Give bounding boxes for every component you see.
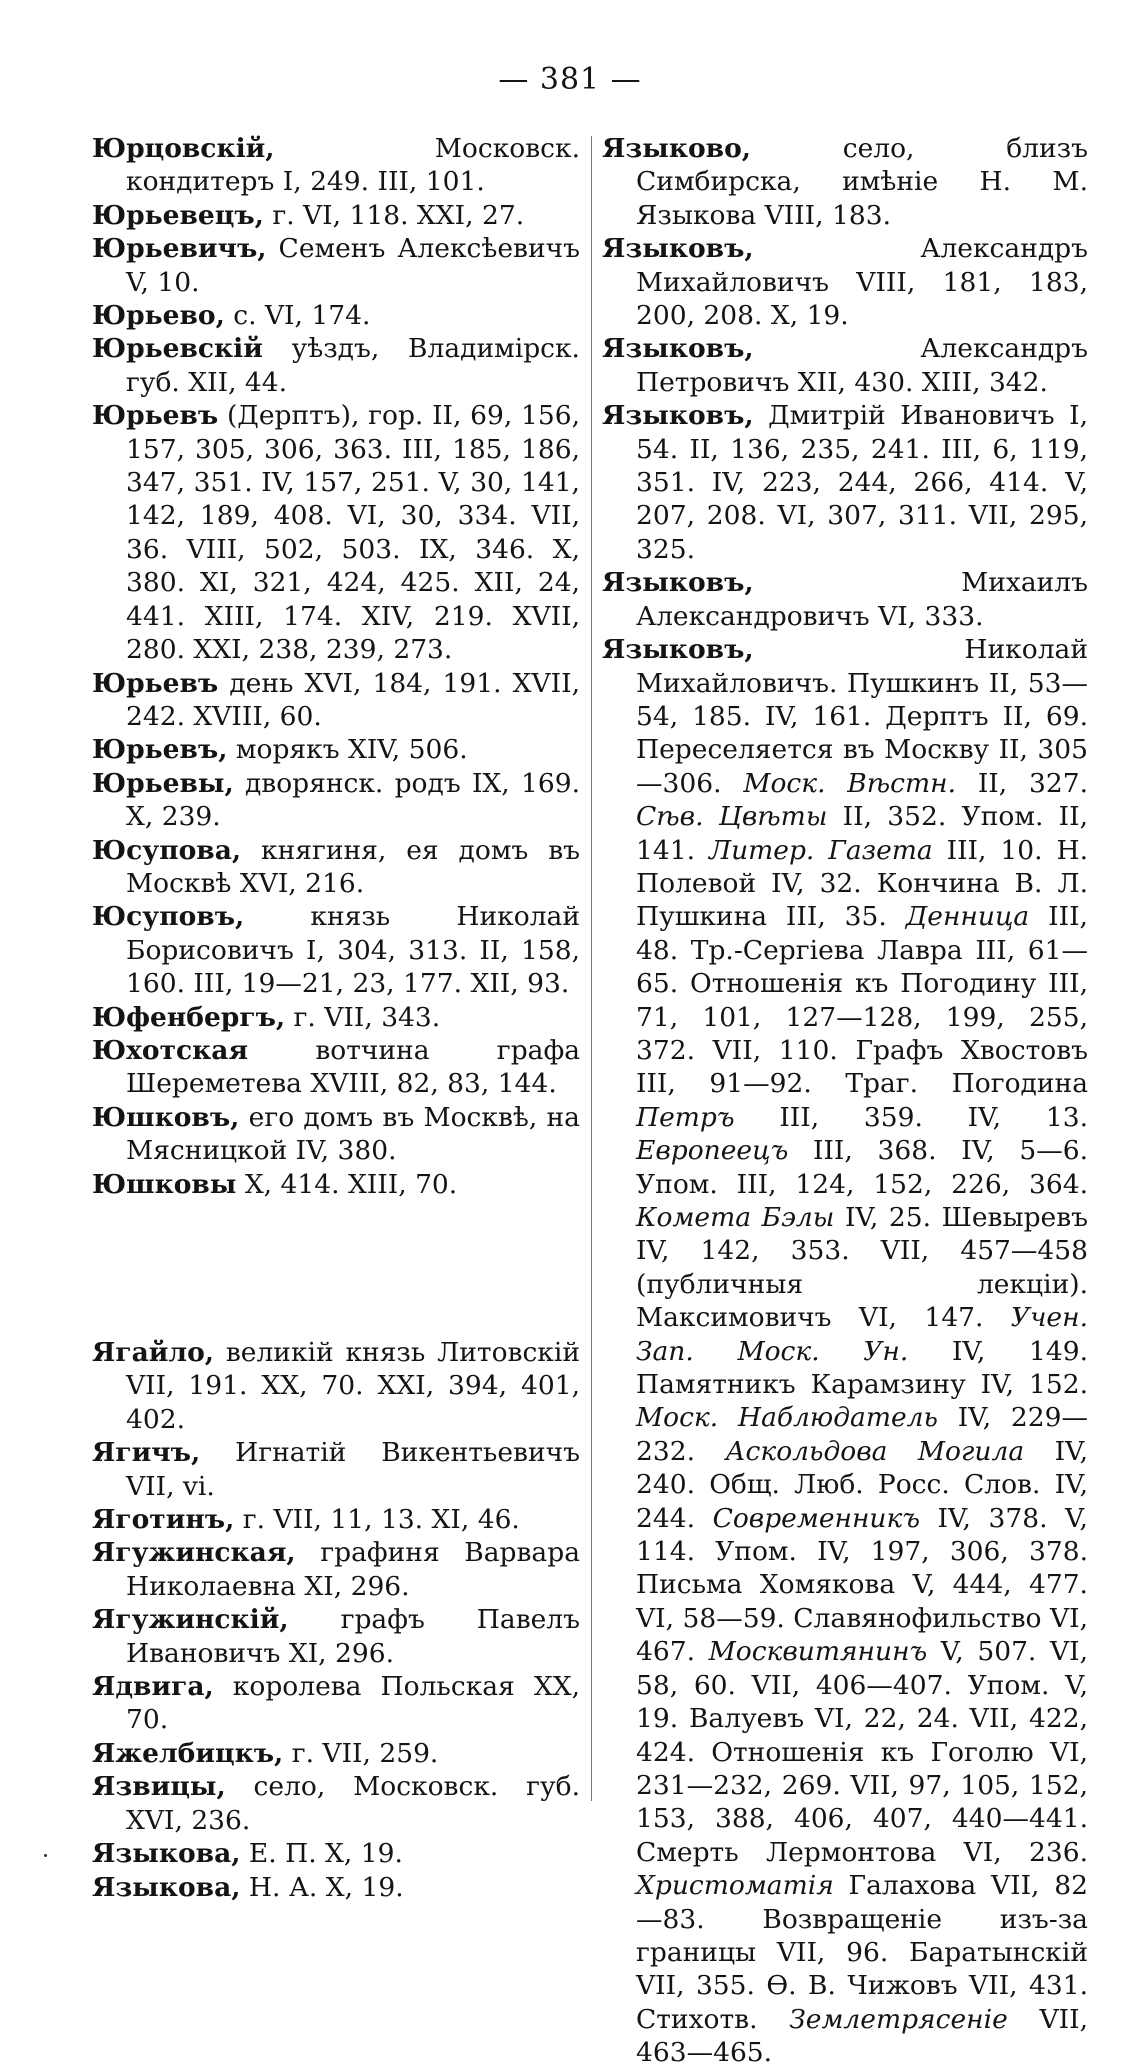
entry-headword: Юрьево,: [92, 300, 225, 332]
index-entry: [92, 299, 580, 332]
entry-text: III, 48. Тр.-Сергіева Лавра III, 61—65. Отношенія къ Погодину III, 71, 101, 127—128, 199, 255, 372. VII, 110. Графъ Хвостовъ III, 91—92. Траг. Погодина: [636, 901, 1088, 1100]
index-entry: [92, 1536, 580, 1603]
entry-text: графъ Павелъ Ивановичъ XI, 296.: [126, 1604, 580, 1669]
section-gap: [92, 1201, 580, 1336]
entry-text: дворянск. родъ IX, 169. X, 239.: [126, 767, 580, 833]
entry-text: III, 359. IV, 13.: [734, 1101, 1088, 1133]
entry-headword: Ядвига,: [92, 1671, 214, 1703]
entry-headword: Языкова,: [92, 1838, 241, 1870]
page-number: — 381 —: [498, 62, 642, 97]
index-entry: [92, 1770, 580, 1837]
index-entry: [92, 1436, 580, 1503]
index-entry: [92, 733, 580, 766]
entry-headword: Юрьевъ: [92, 667, 219, 699]
entry-text: IV, 229—232.: [636, 1402, 1088, 1467]
entry-text: III, 10. Н. Полевой IV, 32. Кончина В. Л. Пушкина III, 35.: [636, 834, 1089, 933]
work-title: Моск. Наблюдатель: [636, 1402, 938, 1434]
index-entry: [92, 1336, 580, 1436]
entry-headword: Юрьевъ: [92, 400, 219, 432]
entry-text: вотчина графа Шереметева XVIII, 82, 83, 144.: [126, 1034, 580, 1100]
entry-text: IV, 149. Памятникъ Карамзину IV, 152.: [636, 1335, 1089, 1401]
index-entry: [92, 1001, 580, 1034]
entry-text: уѣздъ, Владимірск. губ. XII, 44.: [126, 333, 580, 398]
entry-headword: Юшковъ,: [92, 1101, 240, 1133]
index-entry: [602, 132, 1088, 232]
entry-text: великій князь Литовскій VII, 191. XX, 70. XXI, 394, 401, 402.: [126, 1337, 580, 1435]
entry-text: с. VI, 174.: [224, 300, 371, 332]
entry-text: Николай Михайловичъ. Пушкинъ II, 53—54, 185. IV, 161. Дерптъ II, 69. Переселяется въ Москву II, 305—306.: [636, 634, 1088, 799]
work-title: Землетрясеніе: [789, 2003, 1008, 2035]
entry-text: г. VII, 11, 13. XI, 46.: [234, 1504, 520, 1536]
entry-headword: Юрьевы,: [92, 767, 234, 799]
work-title: Европеецъ: [636, 1135, 789, 1167]
index-entry: [92, 132, 580, 199]
entry-headword: Ягужинскій,: [92, 1604, 289, 1636]
work-title: Современникъ: [712, 1502, 920, 1534]
entry-text: село, Московск. губ. XVI, 236.: [126, 1771, 580, 1836]
index-entry: [92, 1871, 580, 1904]
entry-headword: Юрьевичъ,: [92, 233, 267, 265]
entry-text: день XVI, 184, 191. XVII, 242. XVIII, 60.: [126, 667, 580, 732]
entry-text: королева Польская XX, 70.: [126, 1671, 580, 1736]
entry-headword: Ягайло,: [92, 1337, 215, 1368]
entry-headword: Яготинъ,: [92, 1504, 235, 1536]
entry-headword: Языковъ,: [602, 233, 754, 265]
left-column: [92, 132, 580, 1904]
work-title: Комета Бэлы: [636, 1202, 835, 1233]
entry-text: г. VII, 259.: [283, 1737, 439, 1769]
entry-headword: Ягичъ,: [92, 1437, 201, 1469]
index-entry: [602, 566, 1088, 633]
work-title: Денница: [905, 901, 1030, 933]
index-entry: [92, 767, 580, 834]
entry-headword: Яжелбицкъ,: [92, 1737, 284, 1769]
entry-text: графиня Варвара Николаевна XI, 296.: [126, 1537, 580, 1602]
entry-headword: Языковъ,: [602, 567, 754, 599]
index-entry: [92, 1034, 580, 1101]
index-entry: [602, 232, 1088, 332]
entry-text: (Дерптъ), гор. II, 69, 156, 157, 305, 306, 363. III, 185, 186, 347, 351. IV, 157, 251. V, 30, 141, 142, 189, 408. VI, 30, 334. VII, 36. VIII, 502, 503. IX, 346. X, 380. XI, 321, 424, 425. XII, 24, 441. XIII, 174. XIV, 219. XVII, 280. XXI, 238, 239, 273.: [126, 400, 580, 666]
index-entry: [92, 900, 580, 1000]
index-entry: [602, 332, 1088, 399]
entry-text: IV, 25. Шевыревъ IV, 142, 353. VII, 457—458 (публичныя лекціи). Максимовичъ VI, 147.: [636, 1202, 1088, 1334]
entry-headword: Язвицы,: [92, 1771, 226, 1803]
entry-text: Н. А. X, 19.: [240, 1871, 404, 1903]
entry-text: Игнатій Викентьевичъ VII, vi.: [126, 1437, 580, 1502]
work-title: Литер. Газета: [708, 834, 933, 866]
entry-text: село, близъ Симбирска, имѣніе Н. М. Языкова VIII, 183.: [636, 133, 1088, 231]
entry-headword: Ягужинская,: [92, 1537, 296, 1569]
entry-text: г. VII, 343.: [285, 1001, 441, 1033]
index-entry: [92, 667, 580, 734]
entry-text: Семенъ Алексѣевичъ V, 10.: [126, 233, 580, 298]
work-title: Моск. Вѣстн.: [743, 767, 957, 799]
index-entry: [92, 1101, 580, 1168]
index-entry: [92, 332, 580, 399]
work-title: Сѣв. Цвѣты: [636, 801, 828, 833]
index-entry: [92, 1168, 580, 1201]
entry-text: III, 368. IV, 5—6. Упом. III, 124, 152, 226, 364.: [636, 1135, 1088, 1200]
entry-text: Е. П. X, 19.: [240, 1838, 403, 1870]
entry-text: IV, 378. V, 114. Упом. IV, 197, 306, 378. Письма Хомякова V, 444, 477. VI, 58—59. Славянофильство VI, 467.: [636, 1502, 1088, 1668]
index-entry: [602, 399, 1088, 566]
entry-text: морякъ XIV, 506.: [227, 734, 468, 766]
entry-text: г. VI, 118. XXI, 27.: [263, 199, 525, 231]
entry-headword: Юсуповъ,: [92, 901, 245, 933]
entry-text: II, 352. Упом. II, 141.: [636, 801, 1088, 866]
column-divider: [591, 136, 592, 1801]
entry-headword: Языковъ,: [602, 333, 754, 365]
entry-headword: Языковъ,: [602, 634, 754, 666]
entry-text: Галахова VII, 82—83. Возвращеніе изъ-за границы VII, 96. Баратынскій VII, 355. Ѳ. В. Чижовъ VII, 431. Стихотв.: [636, 1870, 1088, 2035]
index-entry: [92, 232, 580, 299]
entry-headword: Юрцовскій,: [92, 133, 275, 164]
entry-text: Дмитрій Ивановичъ I, 54. II, 136, 235, 241. III, 6, 119, 351. IV, 223, 244, 266, 414. V, 207, 208. VI, 307, 311. VII, 295, 325.: [636, 400, 1088, 565]
entry-headword: Юшковы: [92, 1168, 237, 1200]
entry-text: IV, 240. Общ. Люб. Росс. Слов. IV, 244.: [636, 1435, 1089, 1534]
entry-headword: Юсупова,: [92, 834, 242, 866]
index-entry: [92, 399, 580, 666]
entry-headword: Языковъ,: [602, 400, 754, 432]
index-entry: [92, 1603, 580, 1670]
work-title: Москвитянинъ: [708, 1636, 928, 1668]
right-column: [602, 132, 1088, 2070]
index-entry: [92, 834, 580, 901]
index-entry: [92, 1670, 580, 1737]
entry-text: II, 327.: [956, 767, 1088, 799]
index-entry: [92, 1737, 580, 1770]
work-title: Учен. Зап. Моск. Ун.: [636, 1302, 1088, 1367]
entry-text: X, 414. XIII, 70.: [236, 1168, 458, 1200]
entry-headword: Юхотская: [92, 1034, 249, 1066]
work-title: Христоматія: [636, 1870, 834, 1902]
entry-text: Михаилъ Александровичъ VI, 333.: [636, 567, 1088, 632]
scan-speck: [44, 1854, 47, 1857]
index-entry-yazykov-nikolai: [602, 633, 1088, 2069]
entry-headword: Юрьевъ,: [92, 734, 228, 766]
entry-headword: Юрьевскій: [92, 333, 263, 365]
entry-text: Александръ Михайловичъ VIII, 181, 183, 200, 208. X, 19.: [636, 233, 1088, 332]
entry-text: его домъ въ Москвѣ, на Мясницкой IV, 380.: [126, 1101, 580, 1167]
entry-headword: Юфенбергъ,: [92, 1001, 286, 1033]
work-title: Петръ: [636, 1101, 735, 1133]
work-title: Аскольдова Могила: [725, 1435, 1025, 1467]
entry-text: Московск. кондитеръ I, 249. III, 101.: [126, 133, 580, 198]
entry-text: князь Николай Борисовичъ I, 304, 313. II, 158, 160. III, 19—21, 23, 177. XII, 93.: [126, 901, 580, 1000]
index-entry: [92, 1503, 580, 1536]
entry-text: Александръ Петровичъ XII, 430. XIII, 342.: [636, 333, 1088, 398]
entry-headword: Языково,: [602, 133, 751, 164]
entry-text: V, 507. VI, 58, 60. VII, 406—407. Упом. V, 19. Валуевъ VI, 22, 24. VII, 422, 424. Отношенія къ Гоголю VI, 231—232, 269. VII, 97, 105, 152, 153, 388, 406, 407, 440—441. Смерть Лермонтова VI, 236.: [636, 1636, 1088, 1868]
entry-headword: Языкова,: [92, 1871, 241, 1903]
entry-text: княгиня, ея домъ въ Москвѣ XVI, 216.: [126, 834, 580, 899]
index-entry: [92, 199, 580, 232]
index-entry: [92, 1837, 580, 1870]
entry-text: VII, 463—465.: [636, 2003, 1088, 2069]
entry-headword: Юрьевецъ,: [92, 199, 264, 231]
